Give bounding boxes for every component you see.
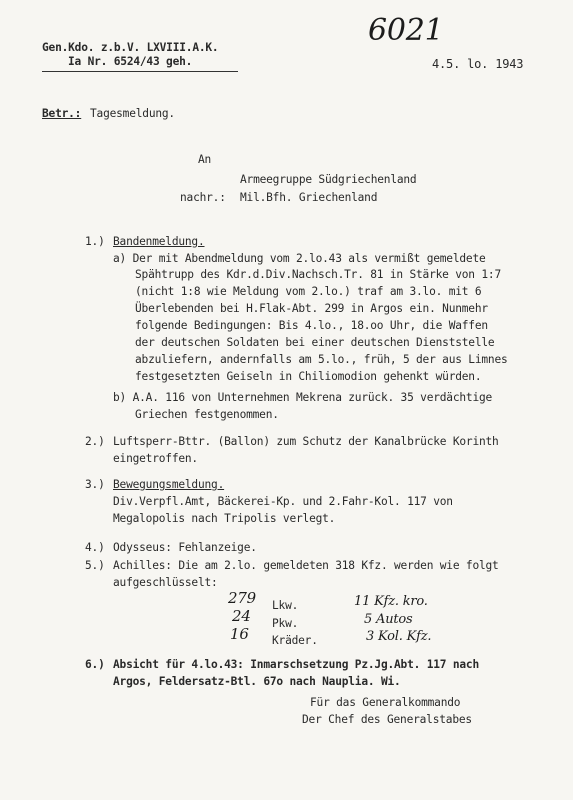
item-1-number: 1.) <box>85 235 105 248</box>
item-1a-line: folgende Bedingungen: Bis 4.lo., 18.oo Uhr, die Waffen <box>135 319 488 332</box>
item-3-number: 3.) <box>85 478 105 491</box>
item-6-line: Argos, Feldersatz-Btl. 67o nach Nauplia. Wi. <box>113 675 401 688</box>
item-6-line: Absicht für 4.lo.43: Inmarschsetzung Pz.Jg.Abt. 117 nach <box>113 658 479 671</box>
address-to-label: An <box>198 153 212 166</box>
item-4-number: 4.) <box>85 541 105 554</box>
vehicle-count: 24 <box>232 607 251 625</box>
address-cc: Mil.Bfh. Griechenland <box>240 191 378 204</box>
vehicle-count: 16 <box>230 625 249 643</box>
item-1a-line: festgesetzten Geiseln in Chiliomodion gehenkt würden. <box>135 370 482 383</box>
item-4-text: Odysseus: Fehlanzeige. <box>113 541 257 554</box>
signature-line: Für das Generalkommando <box>310 696 461 709</box>
vehicle-note: 11 Kfz. kro. <box>354 594 428 609</box>
address-to: Armeegruppe Südgriechenland <box>240 173 417 186</box>
item-1a-line: Überlebenden bei H.Flak-Abt. 299 in Argos ein. Nunmehr <box>135 302 488 315</box>
vehicle-note: 3 Kol. Kfz. <box>366 629 432 644</box>
subject-text: Tagesmeldung. <box>90 107 175 120</box>
item-1a-line: abzuliefern, andernfalls am 5.lo., früh, 5 der aus Limnes <box>135 353 508 366</box>
item-5-number: 5.) <box>85 559 105 572</box>
vehicle-type: Pkw. <box>272 617 299 630</box>
item-1a-line: Spähtrupp des Kdr.d.Div.Nachsch.Tr. 81 in Stärke von 1:7 <box>135 268 501 281</box>
item-2-line: eingetroffen. <box>113 452 198 465</box>
header-reference: Ia Nr. 6524/43 geh. <box>68 55 193 68</box>
item-2-line: Luftsperr-Bttr. (Ballon) zum Schutz der Kanalbrücke Korinth <box>113 435 499 448</box>
vehicle-note: 5 Autos <box>364 612 413 627</box>
item-1b-line: Griechen festgenommen. <box>135 408 279 421</box>
vehicle-type: Kräder. <box>272 634 318 647</box>
vehicle-type: Lkw. <box>272 599 299 612</box>
address-cc-label: nachr.: <box>180 191 226 204</box>
document-date: 4.5. lo. 1943 <box>432 57 524 71</box>
item-1-title: Bandenmeldung. <box>113 235 205 248</box>
item-3-line: Div.Verpfl.Amt, Bäckerei-Kp. und 2.Fahr-Kol. 117 von <box>113 495 453 508</box>
item-5-line: aufgeschlüsselt: <box>113 576 218 589</box>
item-1a-line: (nicht 1:8 wie Meldung vom 2.lo.) traf am 3.lo. mit 6 <box>135 285 482 298</box>
item-1b-line: b) A.A. 116 von Unternehmen Mekrena zurück. 35 verdächtige <box>113 391 493 404</box>
item-5-line: Achilles: Die am 2.lo. gemeldeten 318 Kfz. werden wie folgt <box>113 559 499 572</box>
header-underline <box>42 71 238 72</box>
signature-line: Der Chef des Generalstabes <box>302 713 472 726</box>
item-3-line: Megalopolis nach Tripolis verlegt. <box>113 512 336 525</box>
item-1a-line: der deutschen Soldaten bei einer deutschen Dienststelle <box>135 336 495 349</box>
subject-label: Betr.: <box>42 107 82 120</box>
vehicle-count: 279 <box>228 589 257 607</box>
header-unit: Gen.Kdo. z.b.V. LXVIII.A.K. <box>42 41 219 54</box>
item-6-number: 6.) <box>85 658 105 671</box>
item-2-number: 2.) <box>85 435 105 448</box>
item-3-title: Bewegungsmeldung. <box>113 478 225 491</box>
handwritten-number: 6021 <box>368 13 444 48</box>
item-1a-line: a) Der mit Abendmeldung vom 2.lo.43 als vermißt gemeldete <box>113 252 486 265</box>
